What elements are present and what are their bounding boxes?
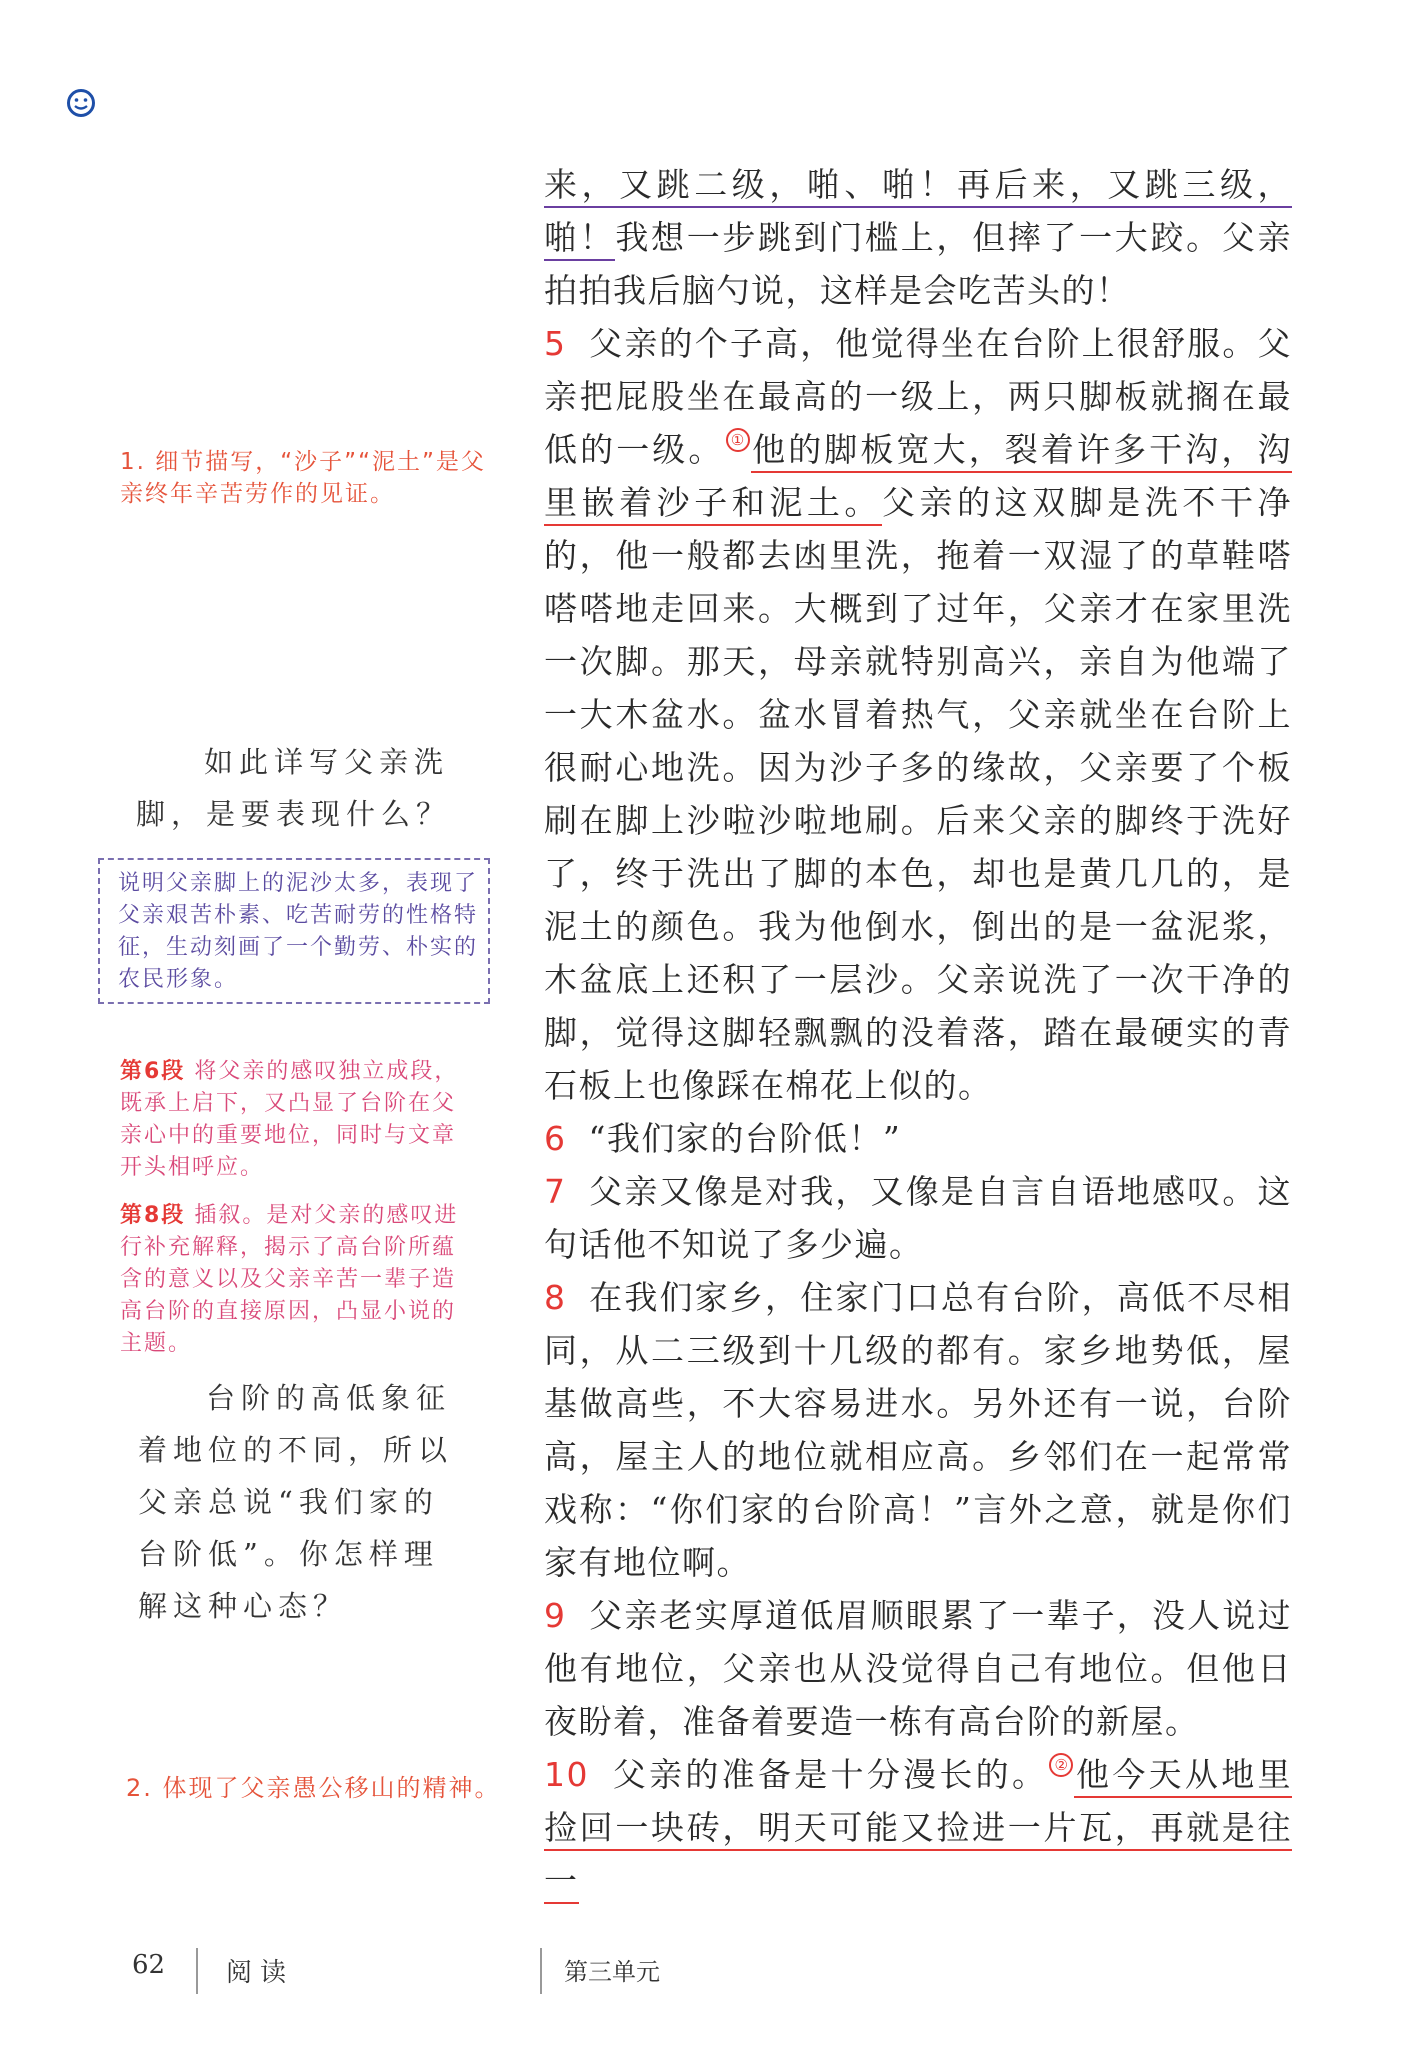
underlined-sentence: 来，又跳二级，啪、啪！再后来，又跳三级，啪！ <box>544 165 1292 261</box>
paragraph-number: 7 <box>544 1172 567 1211</box>
annotation-marker-2: ② <box>1049 1753 1073 1777</box>
paragraph-7: 7 父亲又像是对我，又像是自言自语地感叹。这句话他不知说了多少遍。 <box>544 1172 1292 1264</box>
paragraph-4-end: 来，又跳二级，啪、啪！再后来，又跳三级，啪！我想一步跳到门槛上，但摔了一大跤。父亲拍拍我后脑勺说，这样是会吃苦头的！ <box>544 165 1293 310</box>
question-2: 台阶的高低象征着地位的不同，所以父亲总说“我们家的台阶低”。你怎样理解这种心态？ <box>138 1381 454 1623</box>
answer-box-1: 说明父亲脚上的泥沙太多，表现了父亲艰苦朴素、吃苦耐劳的性格特征，生动刻画了一个勤劳、朴实的农民形象。 <box>98 858 490 1004</box>
smile-icon <box>66 88 96 118</box>
footer-divider <box>196 1948 198 1994</box>
paragraph-number: 10 <box>544 1755 589 1794</box>
footer-unit: 第三单元 <box>564 1958 660 1986</box>
paragraph-6: 6 “我们家的台阶低！” <box>544 1119 902 1158</box>
paragraph-number: 6 <box>544 1119 567 1158</box>
paragraph-5: 5 父亲的个子高，他觉得坐在台阶上很舒服。父亲把屁股坐在最高的一级上，两只脚板就搁在最低的一级。 ① 他的脚板宽大，裂着许多干沟，沟里嵌着沙子和泥土。父亲的这双脚是洗不干净的，他一般都去凼里洗，拖着一双湿了的草鞋嗒嗒嗒地走回来。大概到了过年，父亲才在家里洗一次脚。那天，母亲就特别高兴，亲自为他端了一大木盆水。盆水冒着热气，父亲就坐在台阶上很耐心地洗。因为沙子多的缘故，父亲要了个板刷在脚上沙啦沙啦地刷。后来父亲的脚终于洗好了，终于洗出了脚的本色，却也是黄几几的，是泥土的颜色。我为他倒水，倒出的是一盆泥浆，木盆底上还积了一层沙。父亲说洗了一次干净的脚，觉得这脚轻飘飘的没着落，踏在最硬实的青石板上也像踩在棉花上似的。 <box>544 324 1293 1105</box>
paragraph-9: 9 父亲老实厚道低眉顺眼累了一辈子，没人说过他有地位，父亲也从没觉得自己有地位。但他日夜盼着，准备着要造一栋有高台阶的新屋。 <box>544 1596 1292 1741</box>
paragraph-note-8: 第8段 插叙。是对父亲的感叹进行补充解释，揭示了高台阶所蕴含的意义以及父亲辛苦一辈子造高台阶的直接原因，凸显小说的主题。 <box>120 1203 459 1356</box>
annotation-marker-1: ① <box>726 428 750 452</box>
paragraph-note-6: 第6段 将父亲的感叹独立成段，既承上启下，又凸显了台阶在父亲心中的重要地位，同时与文章开头相呼应。 <box>120 1059 459 1180</box>
question-1: 如此详写父亲洗脚，是要表现什么？ <box>136 745 452 831</box>
underlined-sentence: 他的脚板宽大，裂着许多干沟，沟里嵌着沙子和泥土。 <box>544 430 1292 526</box>
main-text <box>544 158 1292 1907</box>
footer-divider <box>540 1948 542 1994</box>
paragraph-label: 第6段 <box>120 1059 186 1084</box>
paragraph-8: 8 在我们家乡，住家门口总有台阶，高低不尽相同，从二三级到十几级的都有。家乡地势低，屋基做高些，不大容易进水。另外还有一说，台阶高，屋主人的地位就相应高。乡邻们在一起常常戏称：“你们家的台阶高！”言外之意，就是你们家有地位啊。 <box>544 1278 1292 1582</box>
margin-note-1: 1. 细节描写，“沙子”“泥土”是父亲终年辛苦劳作的见证。 <box>120 449 486 507</box>
margin-note-2: 2. 体现了父亲愚公移山的精神。 <box>126 1774 501 1802</box>
paragraph-10: 10 父亲的准备是十分漫长的。 ② 他今天从地里捡回一块砖，明天可能又捡进一片瓦，再就是往一 <box>544 1748 1292 1907</box>
paragraph-number: 8 <box>544 1278 567 1317</box>
page-number: 62 <box>132 1950 166 1980</box>
paragraph-number: 9 <box>544 1596 567 1635</box>
underlined-sentence: 他今天从地里捡回一块砖，明天可能又捡进一片瓦，再就是往一 <box>544 1755 1292 1904</box>
paragraph-number: 5 <box>544 324 567 363</box>
footer-section: 阅读 <box>226 1958 295 1988</box>
paragraph-label: 第8段 <box>120 1203 186 1228</box>
